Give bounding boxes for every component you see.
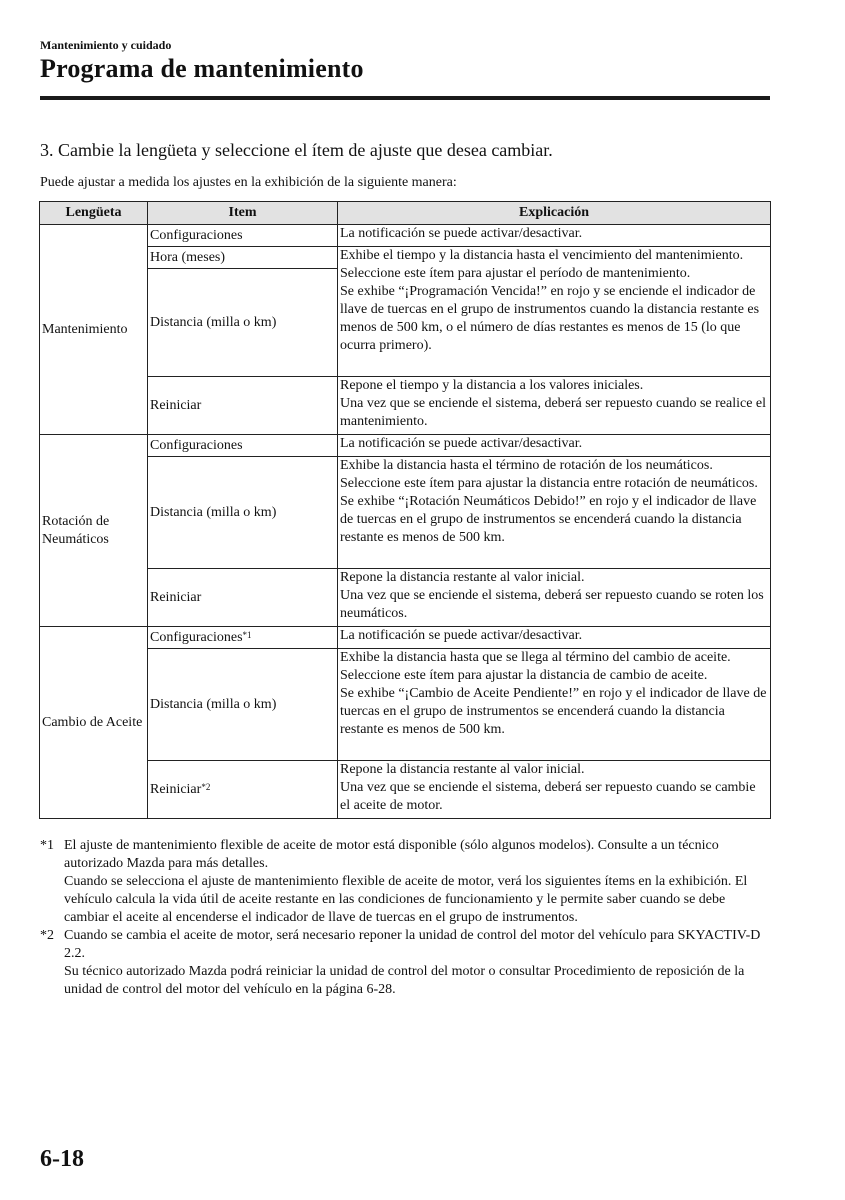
explanation-cell: La notificación se puede activar/desactivar. [338, 627, 771, 649]
page-number: 6-18 [40, 1146, 84, 1172]
footnotes [40, 837, 770, 999]
footnote-text: Cuando se selecciona el ajuste de mantenimiento flexible de aceite de motor, verá los siguientes ítems en la exhibición. El vehículo calcula la vida útil de aceite restante en las condiciones de funcionamiento y le permite saber cuando se debe cambiar el aceite al encenderse el indicador de llave de tuercas en el grupo de instrumentos. [64, 874, 748, 925]
group-label-mantenimiento: Mantenimiento [40, 225, 148, 435]
footnote-1 [40, 837, 770, 927]
explanation-cell: Repone la distancia restante al valor inicial. Una vez que se enciende el sistema, deberá ser repuesto cuando se cambie el aceite de motor. [338, 761, 771, 819]
explanation-cell: Exhibe la distancia hasta que se llega al término del cambio de aceite. Seleccione este ítem para ajustar la distancia de cambio de aceite. Se exhibe “¡Cambio de Aceite Pendiente!” en rojo y el indicador de llave de tuercas en el grupo de instrumentos se encenderá cuando la distancia restante es menos de 500 km. [338, 649, 771, 761]
header-lenguetas: Lengüeta [40, 202, 148, 225]
item-cell: Configuraciones [148, 225, 338, 247]
table-row [40, 225, 771, 247]
footnote-mark: *1 [40, 838, 54, 853]
group-label-rotacion: Rotación de Neumáticos [40, 435, 148, 627]
group-label-cambio-aceite: Cambio de Aceite [40, 627, 148, 819]
item-cell: Distancia (milla o km) [148, 457, 338, 569]
title-rule [40, 96, 770, 100]
explanation-cell: Repone la distancia restante al valor inicial. Una vez que se enciende el sistema, deberá ser repuesto cuando se roten los neumáticos. [338, 569, 771, 627]
table-row [40, 377, 771, 435]
footnote-2 [40, 927, 770, 999]
item-cell: Reiniciar [148, 377, 338, 435]
footnote-ref-1: *1 [242, 629, 252, 640]
table-row [40, 761, 771, 819]
header-item: Item [148, 202, 338, 225]
item-cell: Reiniciar [148, 569, 338, 627]
table-header-row [40, 202, 771, 225]
item-cell: Configuraciones [148, 435, 338, 457]
settings-table [39, 201, 771, 819]
page-title: Programa de mantenimiento [40, 54, 364, 83]
table-row [40, 627, 771, 649]
table-row [40, 649, 771, 761]
item-cell: Distancia (milla o km) [148, 649, 338, 761]
item-cell: Configuraciones$^{*1}$ [148, 627, 338, 649]
footnote-mark: *2 [40, 928, 54, 943]
item-cell: Distancia (milla o km) [148, 269, 338, 377]
explanation-cell: La notificación se puede activar/desactivar. [338, 225, 771, 247]
table-row [40, 569, 771, 627]
footnote-text: Su técnico autorizado Mazda podrá reiniciar la unidad de control del motor o consultar Procedimiento de reposición de la unidad de control del motor del vehículo en la página 6-28. [64, 964, 745, 997]
table-row [40, 435, 771, 457]
item-cell: Hora (meses) [148, 247, 338, 269]
footnote-text: El ajuste de mantenimiento flexible de aceite de motor está disponible (sólo algunos modelos). Consulte a un técnico autorizado Mazda para más detalles. [64, 838, 719, 871]
table-row [40, 457, 771, 569]
intro-text: Puede ajustar a medida los ajustes en la exhibición de la siguiente manera: [40, 175, 457, 190]
explanation-cell: Exhibe el tiempo y la distancia hasta el vencimiento del mantenimiento. Seleccione este ítem para ajustar el período de mantenimiento. Se exhibe “¡Programación Vencida!” en rojo y se enciende el indicador de llave de tuercas en el grupo de instrumentos cuando la distancia restante es menos de 500 km, o el número de días restantes es menos de 15 (lo que ocurra primero). [338, 247, 771, 377]
footnote-text: Cuando se cambia el aceite de motor, será necesario reponer la unidad de control del motor del vehículo para SKYACTIV-D 2.2. [64, 928, 761, 961]
explanation-cell: Repone el tiempo y la distancia a los valores iniciales. Una vez que se enciende el sistema, deberá ser repuesto cuando se realice el mantenimiento. [338, 377, 771, 435]
item-cell: Reiniciar$^{*2}$ [148, 761, 338, 819]
explanation-cell: Exhibe la distancia hasta el término de rotación de los neumáticos. Seleccione este ítem para ajustar la distancia entre rotación de neumáticos. Se exhibe “¡Rotación Neumáticos Debido!” en rojo y el indicador de llave de tuercas en el grupo de instrumentos se encenderá cuando la distancia restante es menos de 500 km. [338, 457, 771, 569]
explanation-cell: La notificación se puede activar/desactivar. [338, 435, 771, 457]
header-explicacion: Explicación [338, 202, 771, 225]
table-row [40, 247, 771, 269]
footnote-ref-2: *2 [201, 781, 211, 792]
section-heading: Mantenimiento y cuidado [40, 38, 172, 52]
step-3-instruction: 3. Cambie la lengüeta y seleccione el ítem de ajuste que desea cambiar. [40, 140, 553, 160]
